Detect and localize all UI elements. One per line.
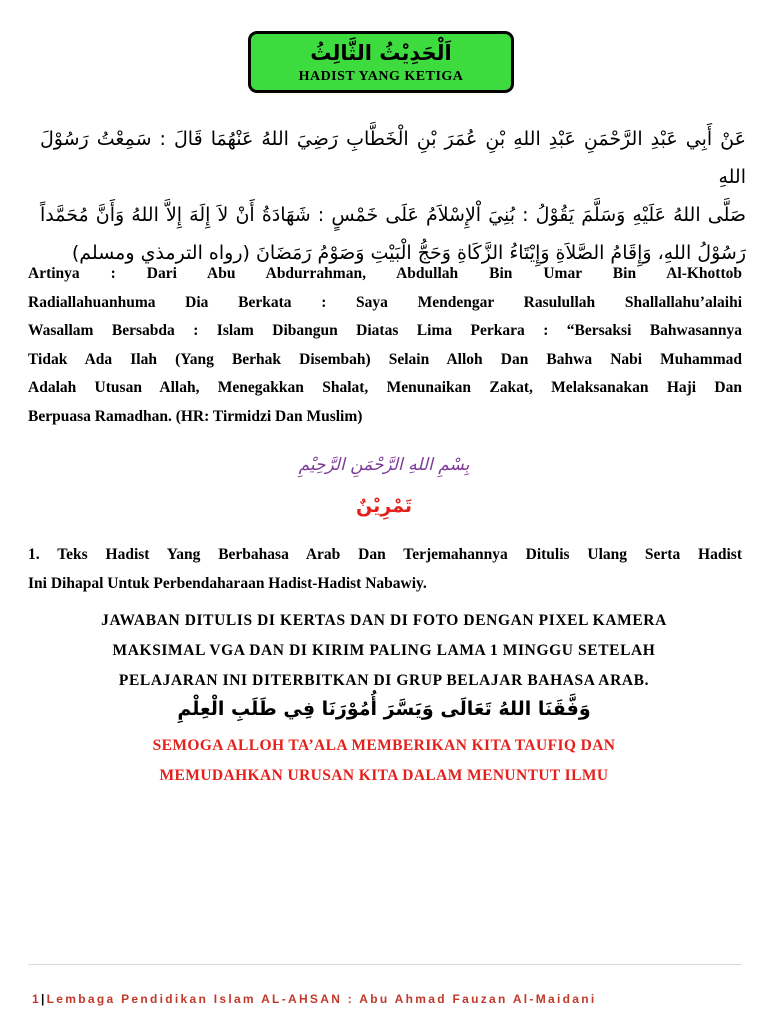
hadith-arabic-line: رَسُوْلُ اللهِ، وَإِقَامُ الصَّلاَةِ وَإِيْتَاءُ الزَّكَاةِ وَحَجُّ الْبَيْتِ وَصَوْمُ رَمَضَانَ (رواه الترمذي ومسلم) (71, 242, 746, 264)
translation-line: Radiallahuanhuma Dia Berkata : Saya Mendengar Rasulullah Shallallahu’alaihi (28, 293, 742, 311)
page-footer (32, 992, 752, 1006)
translation-line: Wasallam Bersabda : Islam Dibangun Diatas Lima Perkara : “Bersaksi Bahwasannya (28, 322, 742, 339)
footer-text: Lembaga Pendidikan Islam AL-AHSAN : Abu Ahmad Fauzan Al-Maidani (46, 992, 597, 1006)
title-arabic: اَلْحَدِيْثُ الثَّالِثُ (310, 41, 452, 65)
closing-line: SEMOGA ALLOH TA’ALA MEMBERIKAN KITA TAUFIQ DAN (152, 737, 616, 754)
exercise-line: 1. Teks Hadist Yang Berbahasa Arab Dan Terjemahannya Ditulis Ulang Serta Hadist (28, 546, 742, 563)
title-box (248, 31, 514, 93)
tamrin-heading: تَمْرِيْنٌ (356, 495, 412, 517)
footer-page-number: 1 (32, 992, 41, 1006)
hadith-arabic-line: عَنْ أَبِي عَبْدِ الرَّحْمَنِ عَبْدِ اللهِ بْنِ عُمَرَ بْنِ الْخَطَّابِ رَضِيَ اللهُ عَنْهُمَا قَالَ : سَمِعْتُ رَسُوْلَ اللهِ (40, 128, 746, 188)
instruction-block (20, 606, 748, 696)
hadith-arabic-text (40, 120, 746, 272)
instruction-line: PELAJARAN INI DITERBITKAN DI GRUP BELAJAR BAHASA ARAB. (118, 672, 650, 689)
instruction-line: MAKSIMAL VGA DAN DI KIRIM PALING LAMA 1 MINGGU SETELAH (112, 642, 656, 659)
footer-separator: | (40, 992, 47, 1006)
translation-line: Berpuasa Ramadhan. (HR: Tirmidzi Dan Muslim) (28, 407, 363, 425)
translation-paragraph (28, 260, 742, 431)
hadith-arabic-line: صَلَّى اللهُ عَلَيْهِ وَسَلَّمَ يَقُوْلُ : بُنِيَ اْلإِسْلاَمُ عَلَى خَمْسٍ : شَهَادَةُ أَنْ لاَ إِلَهَ إِلاَّ اللهُ وَأَنَّ مُحَمَّداً (40, 204, 746, 226)
instruction-line: JAWABAN DITULIS DI KERTAS DAN DI FOTO DENGAN PIXEL KAMERA (101, 612, 667, 629)
translation-line: Tidak Ada Ilah (Yang Berhak Disembah) Selain Alloh Dan Bahwa Nabi Muhammad (28, 350, 742, 368)
basmalah-calligraphy: بِسْمِ اللهِ الرَّحْمَنِ الرَّحِيْمِ (298, 455, 470, 475)
closing-line: MEMUDAHKAN URUSAN KITA DALAM MENUNTUT ILMU (159, 767, 609, 784)
exercise-line: Ini Dihapal Untuk Perbendaharaan Hadist-Hadist Nabawiy. (28, 574, 427, 592)
exercise-item (28, 541, 742, 598)
doa-arabic: وَفَّقَنَا اللهُ تَعَالَى وَيَسَّرَ أُمُوْرَنَا فِي طَلَبِ الْعِلْمِ (177, 698, 591, 720)
closing-prayer (20, 731, 748, 791)
translation-line: Artinya : Dari Abu Abdurrahman, Abdullah Bin Umar Bin Al-Khottob (28, 265, 742, 282)
translation-line: Adalah Utusan Allah, Menegakkan Shalat, Menunaikan Zakat, Melaksanakan Haji Dan (28, 379, 742, 396)
footer-divider (28, 964, 742, 965)
title-latin: HADIST YANG KETIGA (298, 69, 464, 84)
